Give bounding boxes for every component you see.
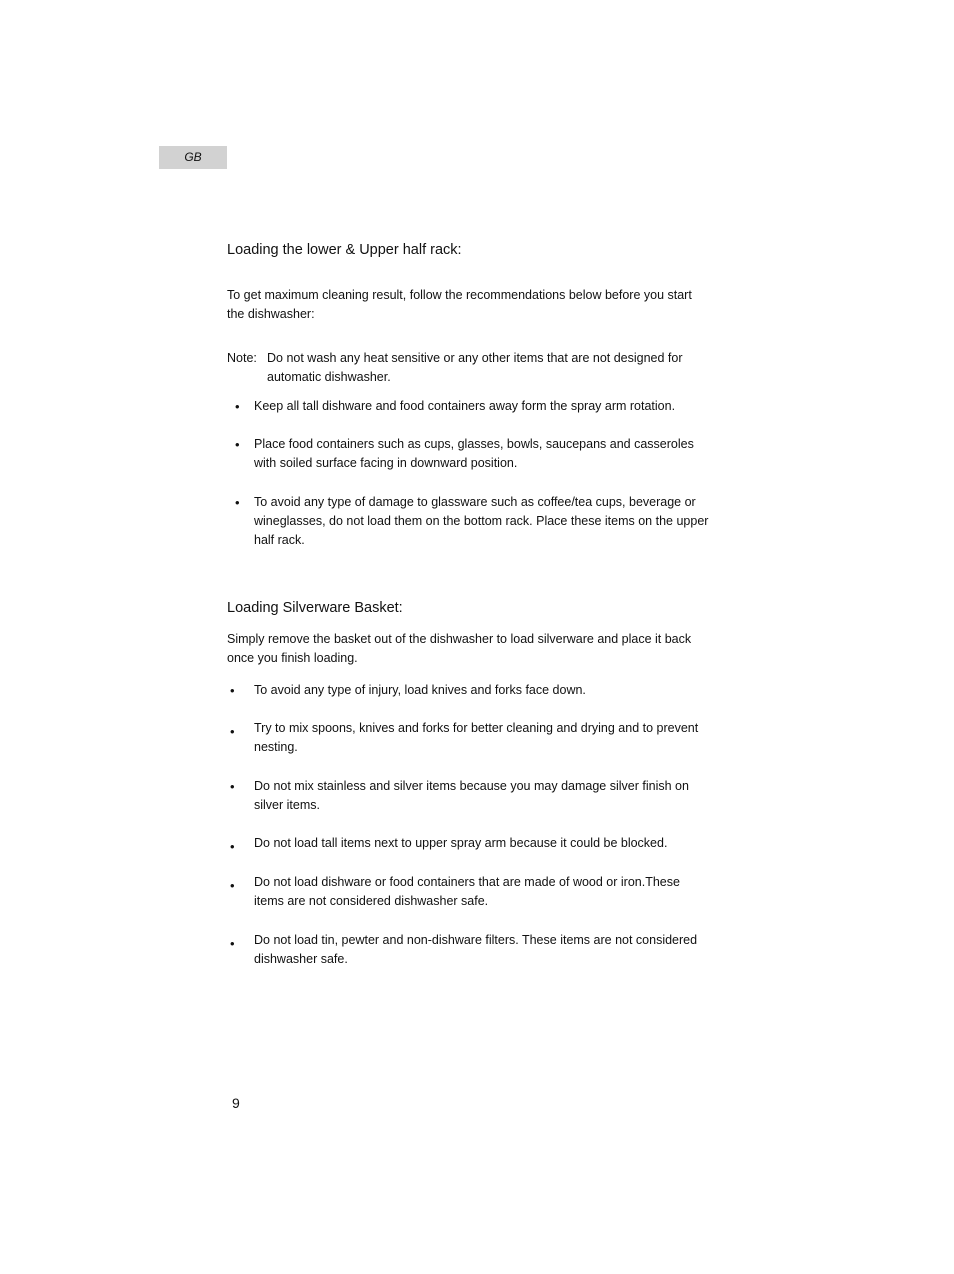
bullet-icon: • (235, 399, 240, 414)
list-item-line: silver items. (254, 798, 320, 812)
list-item-line: items are not considered dishwasher safe. (254, 894, 489, 908)
bullet-icon: • (230, 839, 235, 854)
list-item-text (254, 834, 730, 853)
list-item-line: with soiled surface facing in downward position. (254, 456, 518, 470)
list-item-line: wineglasses, do not load them on the bottom rack. Place these items on the upper (254, 514, 709, 528)
list-item-text (254, 435, 730, 473)
page-number: 9 (232, 1095, 240, 1111)
list-item-text (254, 681, 730, 700)
section1-intro-line: To get maximum cleaning result, follow the recommendations below before you start (227, 288, 692, 302)
list-item-line: Place food containers such as cups, glasses, bowls, saucepans and casseroles (254, 437, 694, 451)
list-item-line: To avoid any type of injury, load knives and forks face down. (254, 683, 586, 697)
list-item-text (254, 719, 730, 757)
bullet-icon: • (230, 724, 235, 739)
section-heading-silverware-basket: Loading Silverware Basket: (227, 600, 403, 616)
list-item-line: half rack. (254, 533, 305, 547)
section2-intro-line: once you finish loading. (227, 651, 358, 665)
bullet-icon: • (230, 936, 235, 951)
bullet-icon: • (230, 779, 235, 794)
list-item-text (254, 873, 730, 911)
list-item-text (254, 777, 730, 815)
note-block (227, 349, 732, 387)
list-item-line: Do not load tin, pewter and non-dishware filters. These items are not considered (254, 933, 698, 947)
note-text (267, 349, 727, 387)
list-item-line: Try to mix spoons, knives and forks for better cleaning and drying and to prevent (254, 721, 699, 735)
list-item-line: Do not load dishware or food containers that are made of wood or iron.These (254, 875, 680, 889)
list-item-line: To avoid any type of damage to glassware such as coffee/tea cups, beverage or (254, 495, 696, 509)
list-item-text (254, 493, 730, 550)
section2-intro (227, 630, 732, 668)
section1-intro (227, 286, 732, 324)
list-item-line: Do not load tall items next to upper spray arm because it could be blocked. (254, 836, 668, 850)
list-item-line: dishwasher safe. (254, 952, 348, 966)
list-item-text (254, 931, 730, 969)
section2-intro-line: Simply remove the basket out of the dishwasher to load silverware and place it back (227, 632, 692, 646)
bullet-icon: • (230, 878, 235, 893)
bullet-icon: • (230, 683, 235, 698)
list-item-line: Keep all tall dishware and food containers away form the spray arm rotation. (254, 399, 676, 413)
list-item-text (254, 397, 730, 416)
list-item-line: Do not mix stainless and silver items because you may damage silver finish on (254, 779, 689, 793)
bullet-icon: • (235, 495, 240, 510)
bullet-icon: • (235, 437, 240, 452)
section-heading-lower-upper-rack: Loading the lower & Upper half rack: (227, 242, 462, 258)
note-text-line: Do not wash any heat sensitive or any other items that are not designed for (267, 351, 683, 365)
note-label: Note: (227, 351, 257, 365)
note-text-line: automatic dishwasher. (267, 370, 391, 384)
list-item-line: nesting. (254, 740, 298, 754)
section1-intro-line: the dishwasher: (227, 307, 315, 321)
language-badge: GB (159, 146, 227, 169)
